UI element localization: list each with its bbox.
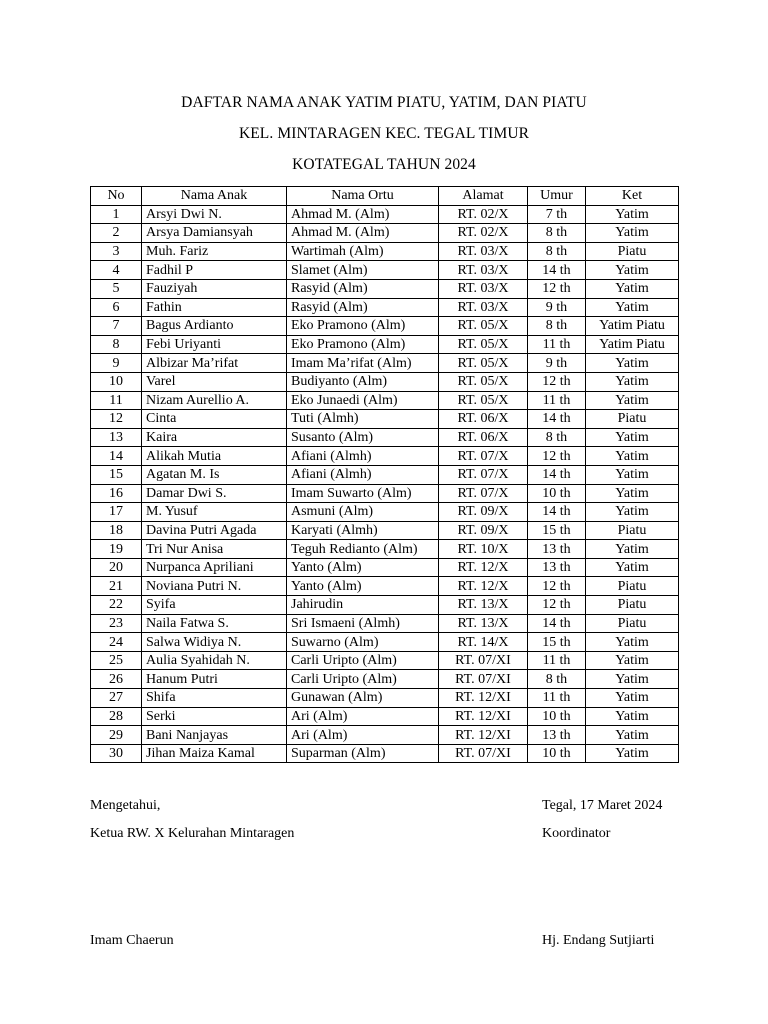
cell-no: 16: [91, 484, 142, 503]
cell-ket: Yatim: [586, 707, 679, 726]
cell-nama-ortu: Asmuni (Alm): [287, 503, 439, 522]
cell-no: 14: [91, 447, 142, 466]
cell-nama-ortu: Gunawan (Alm): [287, 689, 439, 708]
left-signature-title: Ketua RW. X Kelurahan Mintaragen: [90, 826, 295, 841]
cell-nama-anak: Varel: [142, 372, 287, 391]
cell-no: 12: [91, 410, 142, 429]
cell-no: 23: [91, 614, 142, 633]
cell-ket: Yatim: [586, 224, 679, 243]
table-row: [91, 224, 679, 243]
table-row: [91, 707, 679, 726]
cell-nama-ortu: Budiyanto (Alm): [287, 372, 439, 391]
cell-alamat: RT. 12/XI: [439, 689, 528, 708]
table-row: [91, 428, 679, 447]
cell-alamat: RT. 03/X: [439, 298, 528, 317]
cell-ket: Yatim: [586, 726, 679, 745]
cell-alamat: RT. 12/X: [439, 577, 528, 596]
cell-nama-ortu: Ahmad M. (Alm): [287, 205, 439, 224]
cell-ket: Piatu: [586, 577, 679, 596]
cell-alamat: RT. 10/X: [439, 540, 528, 559]
cell-umur: 14 th: [528, 614, 586, 633]
cell-umur: 15 th: [528, 521, 586, 540]
cell-umur: 12 th: [528, 596, 586, 615]
cell-umur: 10 th: [528, 484, 586, 503]
cell-umur: 8 th: [528, 670, 586, 689]
cell-nama-anak: Muh. Fariz: [142, 242, 287, 261]
table-row: [91, 503, 679, 522]
cell-alamat: RT. 05/X: [439, 391, 528, 410]
cell-alamat: RT. 03/X: [439, 261, 528, 280]
cell-umur: 13 th: [528, 540, 586, 559]
cell-nama-anak: Fathin: [142, 298, 287, 317]
cell-nama-anak: M. Yusuf: [142, 503, 287, 522]
cell-ket: Piatu: [586, 410, 679, 429]
cell-alamat: RT. 07/X: [439, 484, 528, 503]
cell-nama-anak: Jihan Maiza Kamal: [142, 744, 287, 763]
table-row: [91, 465, 679, 484]
cell-nama-anak: Damar Dwi S.: [142, 484, 287, 503]
cell-nama-anak: Arsyi Dwi N.: [142, 205, 287, 224]
table-row: [91, 651, 679, 670]
cell-alamat: RT. 12/X: [439, 558, 528, 577]
cell-no: 13: [91, 428, 142, 447]
cell-alamat: RT. 09/X: [439, 503, 528, 522]
cell-nama-ortu: Ari (Alm): [287, 707, 439, 726]
cell-ket: Yatim Piatu: [586, 317, 679, 336]
cell-umur: 8 th: [528, 242, 586, 261]
cell-nama-anak: Alikah Mutia: [142, 447, 287, 466]
table-row: [91, 540, 679, 559]
cell-ket: Yatim: [586, 279, 679, 298]
cell-alamat: RT. 02/X: [439, 224, 528, 243]
header-no: No: [91, 187, 142, 206]
cell-nama-ortu: Afiani (Almh): [287, 465, 439, 484]
cell-nama-ortu: Karyati (Almh): [287, 521, 439, 540]
cell-ket: Piatu: [586, 521, 679, 540]
cell-ket: Piatu: [586, 242, 679, 261]
cell-umur: 11 th: [528, 689, 586, 708]
cell-no: 24: [91, 633, 142, 652]
cell-nama-anak: Febi Uriyanti: [142, 335, 287, 354]
cell-ket: Yatim: [586, 540, 679, 559]
cell-alamat: RT. 07/XI: [439, 744, 528, 763]
cell-ket: Yatim: [586, 558, 679, 577]
table-row: [91, 242, 679, 261]
cell-no: 25: [91, 651, 142, 670]
table-row: [91, 391, 679, 410]
table-row: [91, 484, 679, 503]
signature-date: Tegal, 17 Maret 2024: [542, 798, 663, 813]
cell-umur: 12 th: [528, 372, 586, 391]
right-signature-name: Hj. Endang Sutjiarti: [542, 933, 655, 948]
cell-alamat: RT. 07/X: [439, 465, 528, 484]
cell-umur: 8 th: [528, 428, 586, 447]
left-signature-line1: Mengetahui,: [90, 798, 161, 813]
cell-ket: Yatim: [586, 670, 679, 689]
cell-nama-anak: Kaira: [142, 428, 287, 447]
cell-nama-ortu: Yanto (Alm): [287, 577, 439, 596]
cell-nama-anak: Fauziyah: [142, 279, 287, 298]
cell-ket: Yatim: [586, 447, 679, 466]
cell-nama-anak: Noviana Putri N.: [142, 577, 287, 596]
cell-umur: 12 th: [528, 279, 586, 298]
cell-alamat: RT. 14/X: [439, 633, 528, 652]
table-row: [91, 205, 679, 224]
table-row: [91, 633, 679, 652]
cell-nama-anak: Fadhil P: [142, 261, 287, 280]
cell-nama-anak: Nizam Aurellio A.: [142, 391, 287, 410]
cell-ket: Yatim Piatu: [586, 335, 679, 354]
cell-alamat: RT. 05/X: [439, 317, 528, 336]
cell-nama-anak: Agatan M. Is: [142, 465, 287, 484]
cell-no: 21: [91, 577, 142, 596]
cell-nama-ortu: Tuti (Almh): [287, 410, 439, 429]
cell-ket: Yatim: [586, 651, 679, 670]
cell-alamat: RT. 09/X: [439, 521, 528, 540]
cell-no: 6: [91, 298, 142, 317]
cell-no: 29: [91, 726, 142, 745]
cell-umur: 9 th: [528, 298, 586, 317]
cell-umur: 7 th: [528, 205, 586, 224]
table-row: [91, 558, 679, 577]
cell-no: 15: [91, 465, 142, 484]
cell-ket: Yatim: [586, 261, 679, 280]
cell-ket: Yatim: [586, 428, 679, 447]
cell-no: 20: [91, 558, 142, 577]
table-row: [91, 410, 679, 429]
cell-no: 27: [91, 689, 142, 708]
cell-ket: Yatim: [586, 689, 679, 708]
header-umur: Umur: [528, 187, 586, 206]
cell-umur: 11 th: [528, 391, 586, 410]
cell-nama-ortu: Eko Pramono (Alm): [287, 317, 439, 336]
cell-nama-anak: Aulia Syahidah N.: [142, 651, 287, 670]
cell-no: 9: [91, 354, 142, 373]
cell-no: 10: [91, 372, 142, 391]
table-row: [91, 689, 679, 708]
cell-nama-anak: Salwa Widiya N.: [142, 633, 287, 652]
cell-nama-ortu: Suparman (Alm): [287, 744, 439, 763]
orphan-list-table: [90, 186, 679, 763]
cell-nama-anak: Serki: [142, 707, 287, 726]
cell-nama-anak: Davina Putri Agada: [142, 521, 287, 540]
cell-ket: Yatim: [586, 391, 679, 410]
cell-alamat: RT. 13/X: [439, 596, 528, 615]
cell-umur: 14 th: [528, 465, 586, 484]
cell-nama-ortu: Slamet (Alm): [287, 261, 439, 280]
table-row: [91, 261, 679, 280]
cell-no: 26: [91, 670, 142, 689]
cell-nama-ortu: Carli Uripto (Alm): [287, 670, 439, 689]
table-row: [91, 317, 679, 336]
cell-alamat: RT. 07/XI: [439, 670, 528, 689]
cell-alamat: RT. 03/X: [439, 279, 528, 298]
cell-umur: 10 th: [528, 744, 586, 763]
cell-alamat: RT. 06/X: [439, 410, 528, 429]
cell-umur: 8 th: [528, 317, 586, 336]
title-line-2: KEL. MINTARAGEN KEC. TEGAL TIMUR: [238, 125, 530, 142]
cell-umur: 12 th: [528, 447, 586, 466]
cell-umur: 8 th: [528, 224, 586, 243]
table-row: [91, 279, 679, 298]
cell-nama-ortu: Imam Ma’rifat (Alm): [287, 354, 439, 373]
cell-nama-ortu: Jahirudin: [287, 596, 439, 615]
table-row: [91, 298, 679, 317]
table-row: [91, 335, 679, 354]
cell-no: 19: [91, 540, 142, 559]
table-row: [91, 614, 679, 633]
table-row: [91, 447, 679, 466]
cell-no: 3: [91, 242, 142, 261]
cell-no: 2: [91, 224, 142, 243]
cell-nama-anak: Arsya Damiansyah: [142, 224, 287, 243]
cell-ket: Yatim: [586, 465, 679, 484]
header-ket: Ket: [586, 187, 679, 206]
table-row: [91, 744, 679, 763]
cell-alamat: RT. 05/X: [439, 354, 528, 373]
header-nama-anak: Nama Anak: [142, 187, 287, 206]
cell-nama-anak: Shifa: [142, 689, 287, 708]
cell-alamat: RT. 05/X: [439, 335, 528, 354]
cell-no: 17: [91, 503, 142, 522]
cell-alamat: RT. 12/XI: [439, 707, 528, 726]
right-signature-title: Koordinator: [542, 826, 611, 841]
cell-ket: Yatim: [586, 205, 679, 224]
cell-nama-anak: Bagus Ardianto: [142, 317, 287, 336]
title-line-3: KOTATEGAL TAHUN 2024: [292, 156, 476, 173]
cell-no: 11: [91, 391, 142, 410]
cell-umur: 14 th: [528, 410, 586, 429]
cell-alamat: RT. 12/XI: [439, 726, 528, 745]
title-line-1: DAFTAR NAMA ANAK YATIM PIATU, YATIM, DAN PIATU: [181, 94, 587, 111]
cell-nama-ortu: Carli Uripto (Alm): [287, 651, 439, 670]
cell-ket: Yatim: [586, 372, 679, 391]
cell-no: 22: [91, 596, 142, 615]
table-row: [91, 726, 679, 745]
cell-ket: Yatim: [586, 354, 679, 373]
cell-umur: 11 th: [528, 651, 586, 670]
table-header-row: [91, 187, 679, 206]
table-row: [91, 670, 679, 689]
cell-nama-anak: Cinta: [142, 410, 287, 429]
cell-ket: Yatim: [586, 633, 679, 652]
cell-nama-ortu: Suwarno (Alm): [287, 633, 439, 652]
cell-nama-ortu: Eko Junaedi (Alm): [287, 391, 439, 410]
cell-nama-ortu: Sri Ismaeni (Almh): [287, 614, 439, 633]
cell-no: 5: [91, 279, 142, 298]
cell-umur: 15 th: [528, 633, 586, 652]
cell-no: 18: [91, 521, 142, 540]
cell-alamat: RT. 06/X: [439, 428, 528, 447]
left-signature-name: Imam Chaerun: [90, 933, 174, 948]
cell-ket: Yatim: [586, 503, 679, 522]
cell-umur: 14 th: [528, 503, 586, 522]
cell-no: 8: [91, 335, 142, 354]
table-row: [91, 577, 679, 596]
cell-ket: Piatu: [586, 614, 679, 633]
cell-umur: 14 th: [528, 261, 586, 280]
header-alamat: Alamat: [439, 187, 528, 206]
cell-alamat: RT. 03/X: [439, 242, 528, 261]
cell-nama-ortu: Teguh Redianto (Alm): [287, 540, 439, 559]
cell-umur: 10 th: [528, 707, 586, 726]
cell-nama-ortu: Susanto (Alm): [287, 428, 439, 447]
cell-ket: Yatim: [586, 484, 679, 503]
cell-alamat: RT. 05/X: [439, 372, 528, 391]
cell-nama-anak: Naila Fatwa S.: [142, 614, 287, 633]
table-row: [91, 354, 679, 373]
cell-nama-ortu: Yanto (Alm): [287, 558, 439, 577]
cell-nama-anak: Tri Nur Anisa: [142, 540, 287, 559]
cell-umur: 12 th: [528, 577, 586, 596]
cell-nama-ortu: Eko Pramono (Alm): [287, 335, 439, 354]
cell-alamat: RT. 07/X: [439, 447, 528, 466]
cell-ket: Piatu: [586, 596, 679, 615]
cell-nama-anak: Syifa: [142, 596, 287, 615]
cell-nama-anak: Albizar Ma’rifat: [142, 354, 287, 373]
cell-alamat: RT. 02/X: [439, 205, 528, 224]
cell-nama-anak: Nurpanca Apriliani: [142, 558, 287, 577]
table-row: [91, 596, 679, 615]
cell-alamat: RT. 13/X: [439, 614, 528, 633]
cell-umur: 13 th: [528, 726, 586, 745]
cell-nama-ortu: Rasyid (Alm): [287, 298, 439, 317]
cell-nama-ortu: Imam Suwarto (Alm): [287, 484, 439, 503]
cell-nama-ortu: Wartimah (Alm): [287, 242, 439, 261]
document-title: [0, 93, 768, 186]
cell-no: 7: [91, 317, 142, 336]
cell-nama-anak: Hanum Putri: [142, 670, 287, 689]
cell-umur: 9 th: [528, 354, 586, 373]
cell-nama-ortu: Afiani (Almh): [287, 447, 439, 466]
header-nama-ortu: Nama Ortu: [287, 187, 439, 206]
cell-no: 28: [91, 707, 142, 726]
cell-nama-ortu: Ahmad M. (Alm): [287, 224, 439, 243]
cell-no: 1: [91, 205, 142, 224]
cell-nama-ortu: Rasyid (Alm): [287, 279, 439, 298]
table-row: [91, 521, 679, 540]
table-body: [91, 205, 679, 763]
cell-nama-anak: Bani Nanjayas: [142, 726, 287, 745]
cell-nama-ortu: Ari (Alm): [287, 726, 439, 745]
cell-no: 4: [91, 261, 142, 280]
cell-ket: Yatim: [586, 298, 679, 317]
cell-umur: 13 th: [528, 558, 586, 577]
cell-umur: 11 th: [528, 335, 586, 354]
table-row: [91, 372, 679, 391]
cell-alamat: RT. 07/XI: [439, 651, 528, 670]
cell-ket: Yatim: [586, 744, 679, 763]
cell-no: 30: [91, 744, 142, 763]
